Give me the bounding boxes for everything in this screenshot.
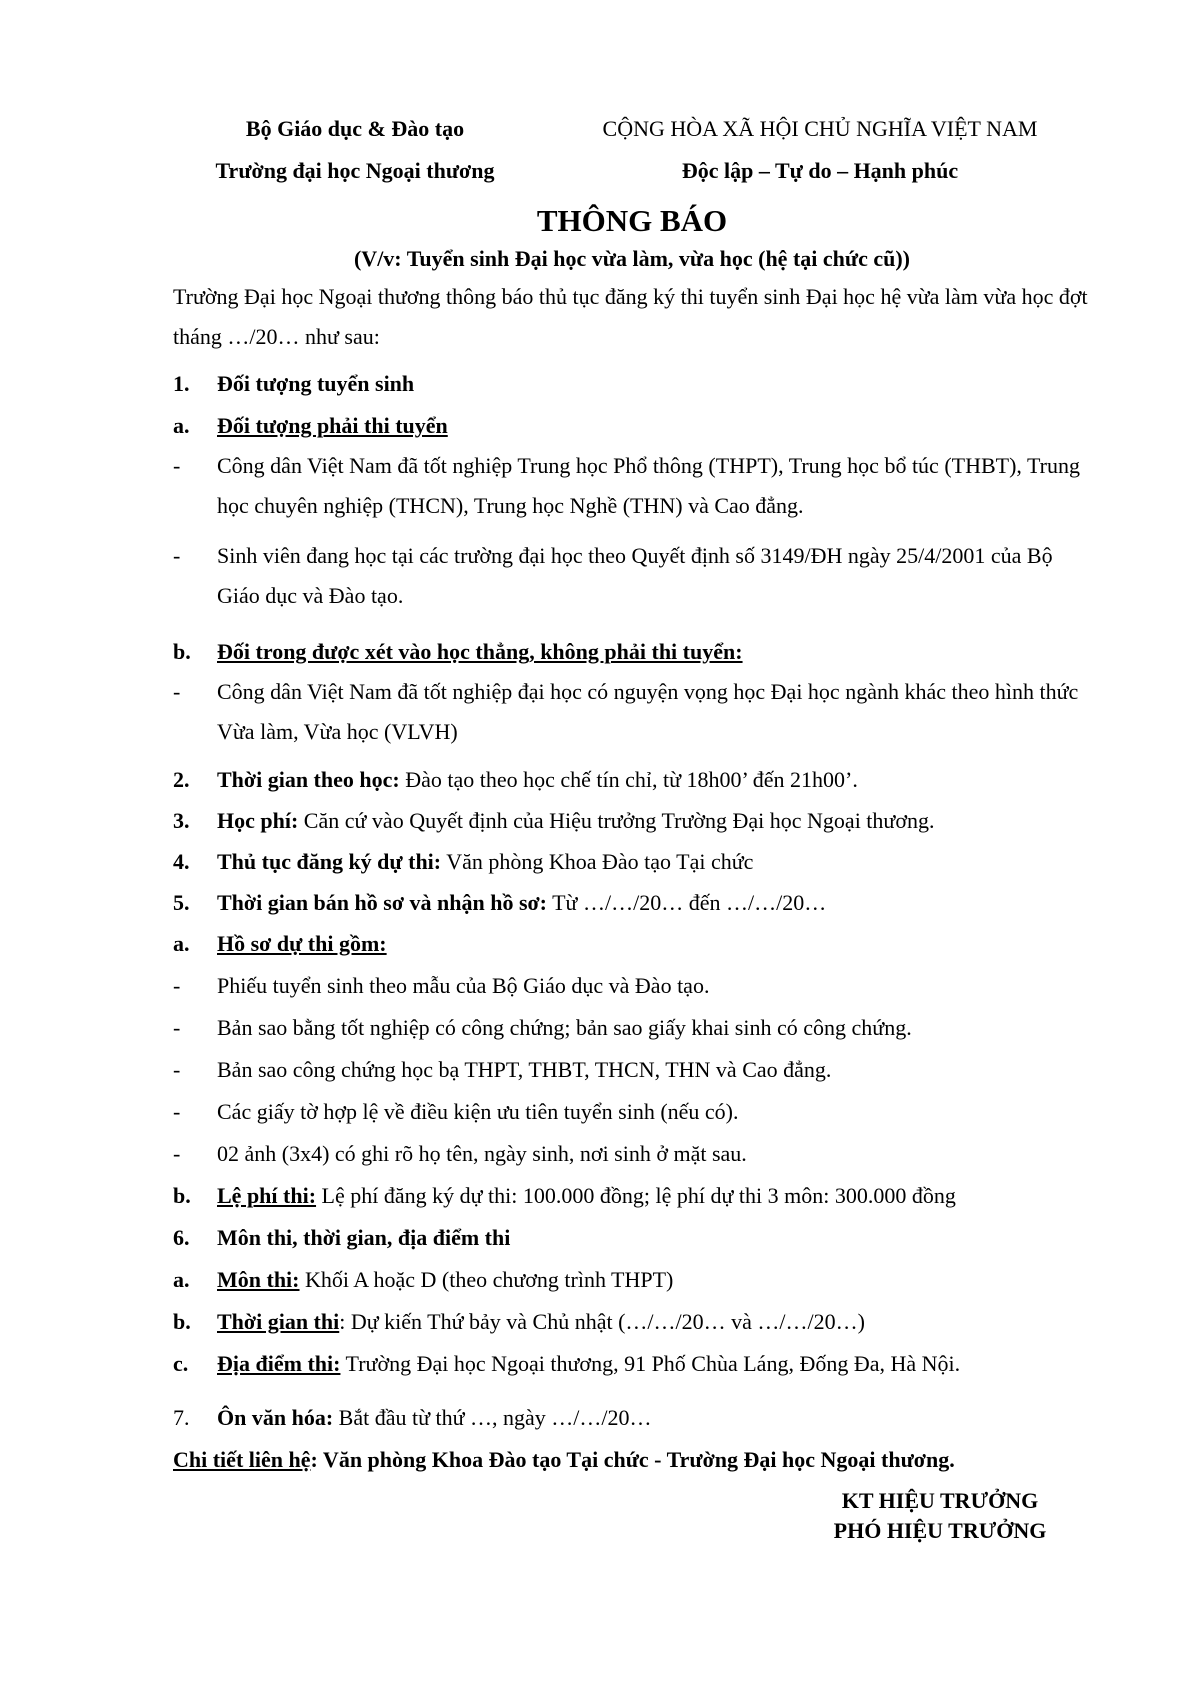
section-marker: 6.: [173, 1225, 190, 1250]
section-text: : Dự kiến Thứ bảy và Chủ nhật (…/…/20… và …/…/20…): [339, 1309, 865, 1334]
signature-title: KT HIỆU TRƯỞNG: [841, 1488, 1039, 1513]
section-title: Đối tượng phải thi tuyển: [217, 413, 448, 438]
list-item-text: Các giấy tờ hợp lệ về điều kiện ưu tiên tuyển sinh (nếu có).: [217, 1099, 739, 1124]
section-marker: c.: [173, 1351, 189, 1376]
notice-subtitle: (V/v: Tuyển sinh Đại học vừa làm, vừa học (hệ tại chức cũ)): [353, 246, 910, 271]
section-text: Trường Đại học Ngoại thương, 91 Phố Chùa Láng, Đống Đa, Hà Nội.: [340, 1351, 961, 1376]
contact-line: [173, 1440, 1093, 1480]
section-marker: 2.: [173, 767, 190, 792]
dash-marker: -: [173, 1015, 181, 1040]
signature-subtitle: PHÓ HIỆU TRƯỞNG: [833, 1518, 1047, 1543]
section-title: Hồ sơ dự thi gồm:: [217, 931, 387, 956]
notice-title: THÔNG BÁO: [536, 203, 728, 238]
dash-marker: -: [173, 1057, 181, 1082]
list-item-text: Bản sao công chứng học bạ THPT, THBT, THCN, THN và Cao đẳng.: [217, 1057, 832, 1082]
section-label: Học phí:: [217, 808, 299, 833]
dash-marker: -: [173, 1099, 181, 1124]
section-marker: a.: [173, 931, 190, 956]
contact-label: Chi tiết liên hệ: [173, 1447, 311, 1472]
contact-text: : Văn phòng Khoa Đào tạo Tại chức - Trường Đại học Ngoại thương.: [310, 1447, 955, 1472]
section-marker: a.: [173, 413, 190, 438]
section-label: Ôn văn hóa:: [217, 1405, 334, 1430]
section-title: Đối tượng tuyển sinh: [217, 371, 415, 396]
section-text: Đào tạo theo học chế tín chỉ, từ 18h00’ đến 21h00’.: [399, 767, 858, 792]
section-marker: a.: [173, 1267, 190, 1292]
section-text: Từ …/…/20… đến …/…/20…: [547, 890, 827, 915]
dash-marker: -: [173, 453, 181, 478]
list-item-text: Bản sao bằng tốt nghiệp có công chứng; bản sao giấy khai sinh có công chứng.: [217, 1015, 912, 1040]
section-label: Thủ tục đăng ký dự thi:: [217, 849, 442, 874]
section-marker: b.: [173, 639, 191, 664]
section-marker: 4.: [173, 849, 190, 874]
section-title: Đối trong được xét vào học thẳng, không phải thi tuyển:: [217, 639, 743, 664]
section-label: Thời gian thi: [217, 1309, 340, 1334]
section-label: Địa điểm thi:: [217, 1351, 341, 1376]
list-item-text: Sinh viên đang học tại các trường đại học theo Quyết định số 3149/ĐH ngày 25/4/2001 của Bộ Giáo dục và Đào tạo.: [217, 543, 1053, 608]
section-label: Môn thi:: [217, 1267, 300, 1292]
dash-marker: -: [173, 679, 181, 704]
section-text: Văn phòng Khoa Đào tạo Tại chức: [441, 849, 754, 874]
section-label: Thời gian bán hồ sơ và nhận hồ sơ:: [217, 890, 548, 915]
section-label: Thời gian theo học:: [217, 767, 400, 792]
list-item-text: 02 ảnh (3x4) có ghi rõ họ tên, ngày sinh, nơi sinh ở mặt sau.: [217, 1141, 747, 1166]
section-text: Khối A hoặc D (theo chương trình THPT): [299, 1267, 674, 1292]
section-title: Môn thi, thời gian, địa điểm thi: [217, 1225, 511, 1250]
ministry-name: Bộ Giáo dục & Đào tạo: [245, 116, 465, 141]
dash-marker: -: [173, 1141, 181, 1166]
section-marker: b.: [173, 1183, 191, 1208]
national-motto: Độc lập – Tự do – Hạnh phúc: [681, 158, 959, 183]
list-item-text: Phiếu tuyển sinh theo mẫu của Bộ Giáo dục và Đào tạo.: [217, 973, 710, 998]
section-marker: 5.: [173, 890, 190, 915]
list-item-text: Công dân Việt Nam đã tốt nghiệp Trung học Phổ thông (THPT), Trung học bổ túc (THBT), Trung học chuyên nghiệp (THCN), Trung học Nghề (THN) và Cao đẳng.: [217, 453, 1081, 518]
section-text: Căn cứ vào Quyết định của Hiệu trưởng Trường Đại học Ngoại thương.: [298, 808, 935, 833]
section-marker: 7.: [173, 1405, 190, 1430]
list-item-text: Công dân Việt Nam đã tốt nghiệp đại học có nguyện vọng học Đại học ngành khác theo hình thức Vừa làm, Vừa học (VLVH): [217, 679, 1079, 744]
national-title: CỘNG HÒA XÃ HỘI CHỦ NGHĨA VIỆT NAM: [602, 116, 1038, 141]
section-text: Bắt đầu từ thứ …, ngày …/…/20…: [333, 1405, 652, 1430]
section-label: Lệ phí thi:: [217, 1183, 317, 1208]
section-marker: 3.: [173, 808, 190, 833]
section-text: Lệ phí đăng ký dự thi: 100.000 đồng; lệ phí dự thi 3 môn: 300.000 đồng: [316, 1183, 956, 1208]
section-marker: 1.: [173, 371, 190, 396]
dash-marker: -: [173, 543, 181, 568]
section-marker: b.: [173, 1309, 191, 1334]
dash-marker: -: [173, 973, 181, 998]
university-name: Trường đại học Ngoại thương: [215, 158, 495, 183]
intro-paragraph: Trường Đại học Ngoại thương thông báo thủ tục đăng ký thi tuyển sinh Đại học hệ vừa làm vừa học đợt tháng …/20… như sau:: [173, 284, 1088, 349]
